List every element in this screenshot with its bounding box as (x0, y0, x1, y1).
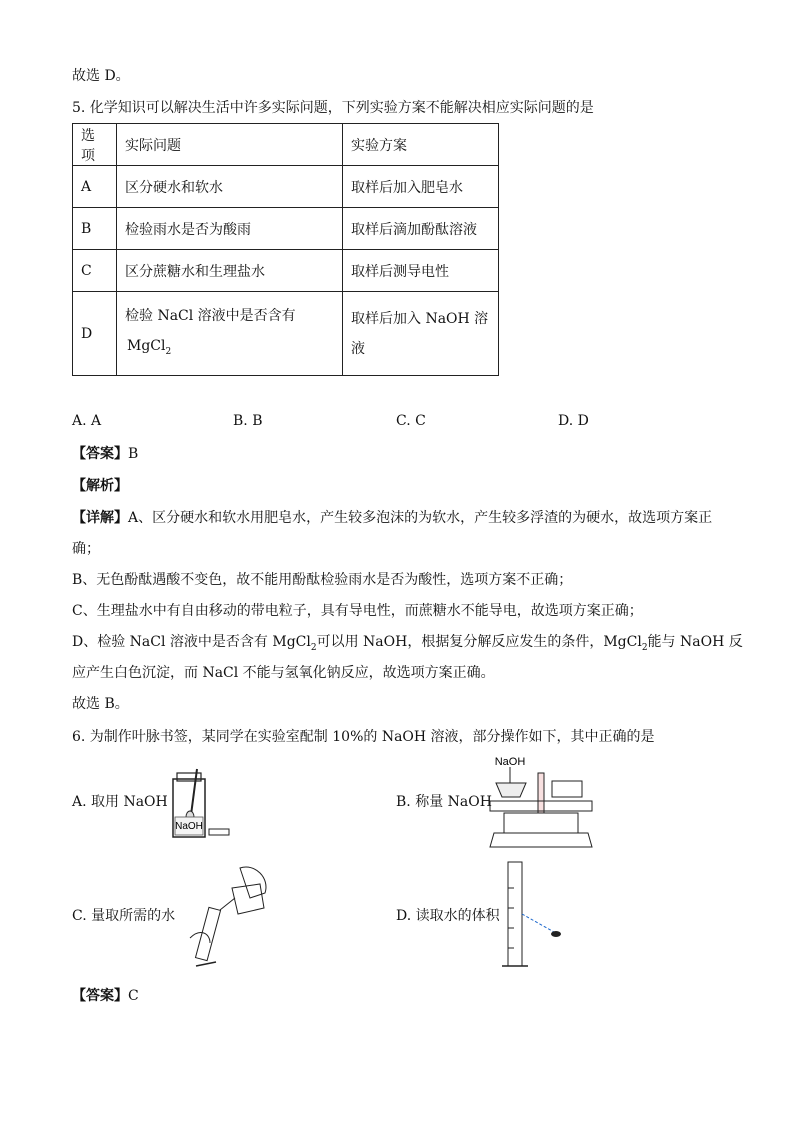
problem-line-1: 检验 NaCl 溶液中是否含有 (125, 307, 296, 324)
table-cell-plan: 取样后滴加酚酞溶液 (343, 208, 499, 250)
reagent-bottle-illustration (163, 765, 233, 843)
q6-stem: 6. 为制作叶脉书签，某同学在实验室配制 10%的 NaOH 溶液，部分操作如下，其中正确的是 (72, 729, 655, 745)
table-row (73, 292, 499, 376)
answer-value: B (128, 446, 139, 462)
detail-a-text: A、区分硬水和软水用肥皂水，产生较多泡沫的为软水，产生较多浮渣的为硬水，故选项方案正 (128, 510, 713, 526)
table-header-row (73, 124, 499, 166)
bottle-label: NaOH (175, 821, 203, 832)
detail-tag: 【详解】 (72, 510, 128, 526)
q5-detail-a1 (72, 508, 712, 528)
q5-detail-a2: 确； (72, 541, 100, 557)
q5-analysis-tag: 【解析】 (72, 478, 128, 494)
table-cell-problem: 区分蔗糖水和生理盐水 (117, 250, 343, 292)
table-cell-opt: A (73, 166, 117, 208)
table-cell-problem: 区分硬水和软水 (117, 166, 343, 208)
q4-conclusion: 故选 D。 (72, 68, 130, 84)
table-cell-opt: B (73, 208, 117, 250)
detail-d-part: D、检验 NaCl 溶液中是否含有 MgCl (72, 634, 311, 650)
q5-detail-c: C、生理盐水中有自由移动的带电粒子，具有导电性，而蔗糖水不能导电，故选项方案正确； (72, 603, 643, 619)
q6-option-a-label: A. 取用 NaOH (72, 794, 168, 810)
detail-d-part: 能与 NaOH 反 (647, 634, 743, 650)
balance-illustration (486, 753, 596, 849)
answer-tag: 【答案】 (72, 988, 128, 1004)
problem-line-2 (125, 331, 334, 367)
q5-end: 故选 B。 (72, 696, 129, 712)
balance-label: NaOH (494, 756, 526, 768)
table-cell-opt: D (73, 292, 117, 376)
answer-value: C (128, 988, 139, 1004)
table-header-cell: 选项 (73, 124, 117, 166)
q5-detail-d1 (72, 632, 743, 658)
plan-line-2: 液 (351, 340, 365, 357)
choice-c: C. C (396, 413, 426, 429)
table-header-cell: 实际问题 (117, 124, 343, 166)
table-header-cell: 实验方案 (343, 124, 499, 166)
q6-option-c-label: C. 量取所需的水 (72, 908, 176, 924)
formula-subscript: 2 (641, 642, 648, 653)
table-cell-plan: 取样后测导电性 (343, 250, 499, 292)
q5-detail-b: B、无色酚酞遇酸不变色，故不能用酚酞检验雨水是否为酸性，选项方案不正确； (72, 572, 573, 588)
q6-option-b-label: B. 称量 NaOH (396, 794, 492, 810)
table-row (73, 208, 499, 250)
q6-answer (72, 986, 139, 1006)
cylinder-reading-illustration (498, 858, 568, 974)
choice-d: D. D (558, 413, 589, 429)
q5-stem: 5. 化学知识可以解决生活中许多实际问题，下列实验方案不能解决相应实际问题的是 (72, 100, 594, 116)
table-row (73, 166, 499, 208)
table-cell-problem: 检验雨水是否为酸雨 (117, 208, 343, 250)
detail-d-part: 可以用 NaOH，根据复分解反应发生的条件，MgCl (316, 634, 642, 650)
formula-mgcl: MgCl (127, 337, 166, 354)
pouring-water-illustration (180, 858, 280, 973)
table-cell-problem (117, 292, 343, 376)
answer-tag: 【答案】 (72, 446, 128, 462)
formula-subscript: 2 (165, 346, 172, 357)
choice-a: A. A (72, 413, 102, 429)
choice-b: B. B (233, 413, 263, 429)
q5-table (72, 123, 499, 376)
table-cell-plan (343, 292, 499, 376)
formula-subscript: 2 (310, 642, 317, 653)
q5-answer (72, 444, 138, 464)
table-row (73, 250, 499, 292)
table-cell-plan: 取样后加入肥皂水 (343, 166, 499, 208)
table-cell-opt: C (73, 250, 117, 292)
q5-detail-d2: 应产生白色沉淀，而 NaCl 不能与氢氧化钠反应，故选项方案正确。 (72, 665, 495, 681)
plan-line-1: 取样后加入 NaOH 溶 (351, 310, 489, 327)
q6-option-d-label: D. 读取水的体积 (396, 908, 500, 924)
